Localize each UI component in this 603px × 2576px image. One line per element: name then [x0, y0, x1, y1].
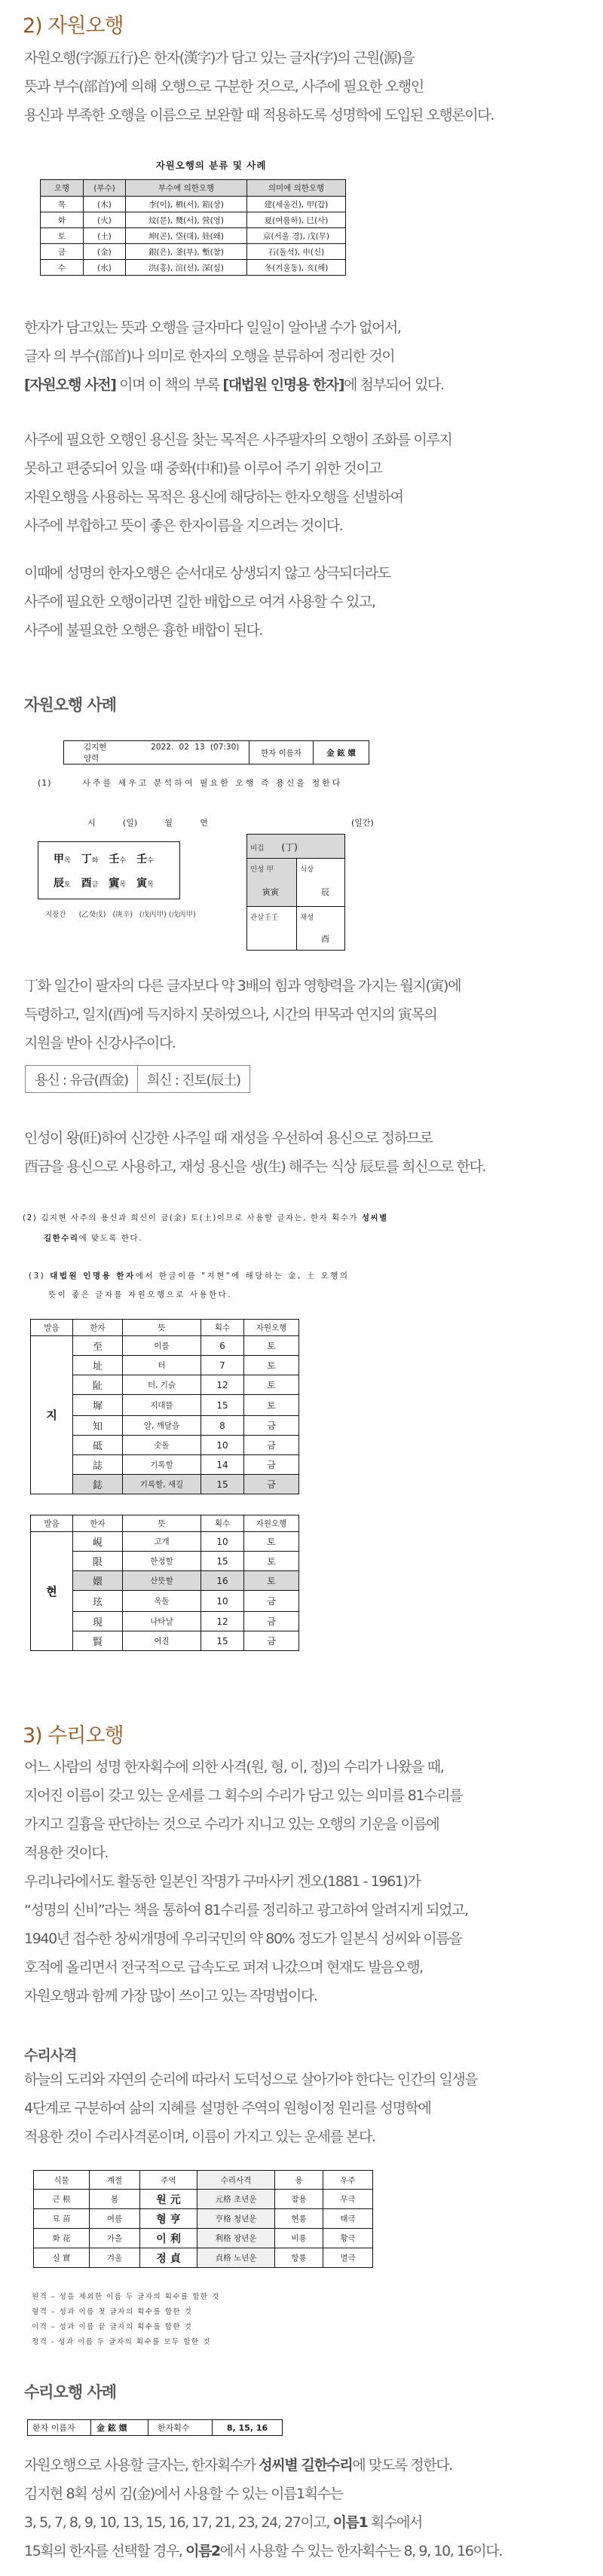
intro-paragraph: [24, 44, 494, 130]
saju-pillar-box: [38, 841, 180, 899]
bold-term: [자원오행 사전]: [24, 377, 116, 393]
huisin-cell: 희신 : 진토(辰土): [137, 1066, 249, 1093]
bold-term: [대법원 인명용 한자]: [222, 377, 344, 393]
classification-table: [40, 179, 346, 276]
suri-example-table: 한자 이름자 金 鉉 嬛 한자획수 8, 15, 16: [27, 2419, 283, 2436]
table-row-highlighted: 嬛 산뜻할 16 토: [31, 1571, 299, 1591]
paragraph-4: [24, 559, 390, 645]
text-line: “성명의 신비”라는 책을 통하여 81수리를 정리하고 광고하여 알려지게 되었고,: [24, 1902, 468, 1918]
text-line: 1940년 접수한 창씨개명에 우리국민의 약 80% 정도가 일본식 성씨와 이름을: [24, 1930, 462, 1947]
example-title-jawon: 자원오행 사례: [24, 696, 117, 714]
section-title-suri-ohaeng: 3) 수리오행: [23, 1724, 124, 1747]
step-2: (2) 김지현 사주의 용신과 희신이 금(金) 토(土)이므로 사용할 글자는, 한자 획수가 성씨별 길한수리에 맞도록 한다.: [23, 1213, 388, 1243]
text-line: 한자가 담고있는 뜻과 오행을 글자마다 일일이 알아낼 수가 없어서,: [24, 319, 401, 336]
text-line: 글자 의 부수(部首)나 의미로 한자의 오행을 분류하여 정리한 것이: [24, 348, 395, 365]
text-line: 호적에 올리면서 전국적으로 급속도로 퍼져 나갔으며 현재도 발음오행,: [24, 1959, 423, 1976]
pillar-headers: 시 (일) 월 연: [87, 818, 208, 828]
definition-item: 형격 – 성과 이름 첫 글자의 획수를 합한 것: [32, 2308, 193, 2316]
yongsin-huisin-box: [25, 1065, 250, 1093]
text-line: 인성이 왕(旺)하여 신강한 사주일 때 재성을 우선하여 용신으로 정하므로: [24, 1130, 433, 1146]
suri-intro-paragraph: [24, 1753, 468, 2010]
classification-caption: 자원오행의 분류 및 사례: [155, 160, 267, 171]
section-title-jawon-ohaeng: 2) 자원오행: [23, 14, 124, 38]
table-row: 玹 옥돌 10 금: [31, 1591, 299, 1612]
yongsin-cell: 용신 : 유금(酉金): [26, 1066, 138, 1093]
table-row: 목 (木) 李(이), 栖(서), 箱(상) 建(세울건), 甲(갑): [41, 197, 346, 212]
text-line: 지어진 이름이 갖고 있는 운세를 그 획수의 수리가 담고 있는 의미를 81수리를: [24, 1787, 463, 1804]
table-row: 址 터 7 토: [31, 1356, 299, 1375]
inseong-cell: 인성 甲 寅寅: [247, 859, 297, 907]
text-line: 사주에 부합하고 뜻이 좋은 한자이름을 지으려는 것이다.: [24, 517, 343, 534]
text-line: 적용한 것이 수리사격론이며, 이름이 가지고 있는 운세를 본다.: [24, 2129, 375, 2145]
paragraph-3: [24, 426, 451, 540]
table-row-highlighted: 鋕 기록할, 새길 15 금: [31, 1475, 299, 1494]
text-line: [자원오행 사전] 이며 이 책의 부록 [대법원 인명용 한자]에 첨부되어 있다.: [24, 377, 444, 393]
text-line: 용신과 부족한 오행을 이름으로 보완할 때 적용하도록 성명학에 도입된 오행론이다.: [24, 107, 494, 124]
gwansal-cell: 관살壬壬: [247, 907, 297, 950]
step-1: (1) 사주를 세우고 분석하여 필요한 오행 즉 용신을 정한다: [38, 778, 343, 788]
jaeseong-cell: 재성 酉: [300, 914, 329, 944]
table-row: 지 至 이를 6 토: [31, 1336, 299, 1356]
text-line: 자원오행(字源五行)은 한자(漢字)가 담고 있는 글자(字)의 근원(源)을: [24, 50, 415, 66]
table-row: 근 根 봄 원 元 元格 초년운 잠용 무극: [34, 2190, 373, 2209]
text-line: 김지현 8획 성씨 김(金)에서 사용할 수 있는 이름1획수는: [24, 2486, 343, 2502]
ji-hanja-table: 발음 한자 뜻 획수 자원오행 지 至 이를 6 토 址 터 7 토 阯 터, 기슭 12 토 墀 지대뜰 15 토 知 알, 깨달을 8 금 砥 숫돌 10 금 誌 기록할 14 금 鋕 기록할, 새길 15 금: [30, 1319, 299, 1494]
analysis-paragraph: [24, 972, 461, 1058]
jijanggan-row: 지장간 (乙癸戊) (庚辛) (戊丙甲) (戊丙甲): [45, 911, 196, 919]
table-row: 수 (水) 洪(홍), 渲(선), 深(심) 冬(겨울동), 亥(해): [41, 260, 346, 276]
bigeop-cell: 비겁 (丁): [247, 835, 344, 859]
person-info-cell: 김지현 2022. 02 13 (07:30) 양력: [64, 741, 249, 765]
text-line: 어느 사람의 성명 한자획수에 의한 사격(원, 형, 이, 정)의 수리가 나왔을 때,: [24, 1759, 444, 1775]
table-row: 知 알, 깨달을 8 금: [31, 1416, 299, 1436]
col-header: 오행: [41, 180, 84, 197]
text-line: 4단계로 구분하여 삶의 지혜를 설명한 주역의 원형이정 원리를 성명학에: [24, 2100, 431, 2117]
text-line: 지원을 받아 신강사주이다.: [24, 1035, 176, 1051]
table-row: 誌 기록할 14 금: [31, 1455, 299, 1475]
earthly-branches: 辰토 酉금 寅목 寅목: [54, 877, 154, 890]
table-row: 화 (火) 炆(문), 燹(서), 營(영) 夏(여름하), 巳(사): [41, 212, 346, 228]
paragraph-2: [24, 313, 444, 399]
text-line: 가지고 길흉을 판단하는 것으로 수리가 지니고 있는 오행의 기운을 이름에: [24, 1816, 439, 1833]
table-row: 現 나타날 12 금: [31, 1612, 299, 1631]
person-info-table: 김지현 2022. 02 13 (07:30) 양력 한자 이름자 金 鉉 嬛: [63, 740, 369, 765]
table-row: 墀 지대뜰 15 토: [31, 1395, 299, 1416]
text-line: 사주에 필요한 오행이라면 길한 배합으로 여겨 사용할 수 있고,: [24, 594, 375, 610]
conclusion-paragraph: [24, 1124, 485, 1181]
sagyeok-table: 식물 계절 주역 수리사격 용 우주 근 根 봄 원 元 元格 초년운 잠용 무극 묘 苗 여름 형 亨 亨格 청년운 현룡 태극 화 花 가을 이 利 利格 장년운 비룡 황극 실 實 겨울 정 貞 貞格 노년운 항룡 멸극: [33, 2170, 373, 2268]
sagyeok-paragraph: [24, 2065, 477, 2151]
heavenly-stems: 甲목 丁화 壬수 壬수: [54, 853, 154, 865]
text-line: 사주에 필요한 오행인 용신을 찾는 목적은 사주팔자의 오행이 조화를 이루지: [24, 432, 452, 448]
text-line: 자원오행으로 사용할 글자는, 한자획수가 성씨별 길한수리에 맞도록 정한다.: [24, 2457, 452, 2474]
text-line: 못하고 편중되어 있을 때 중화(中和)를 이루어 주기 위한 것이고: [24, 460, 382, 477]
day-master-label: (일간): [351, 818, 374, 828]
definition-item: 이격 – 성과 이름 끝 글자의 획수를 합한 것: [32, 2323, 193, 2331]
col-header: (부수): [84, 180, 126, 197]
ten-gods-chart: [246, 834, 345, 951]
table-row: 賢 어질 15 금: [31, 1631, 299, 1651]
table-row: 阯 터, 기슭 12 토: [31, 1375, 299, 1395]
text-line: 사주에 불필요한 오행은 흉한 배합이 된다.: [24, 622, 263, 639]
step-3: (3) 대법원 인명용 한자에서 한글이름 "지현"에 해당하는 金, 土 오행의 뜻이 좋은 글자를 자원오행으로 사용한다.: [29, 1271, 350, 1299]
text-line: 이때에 성명의 한자오행은 순서대로 상생되지 않고 상극되더라도: [24, 565, 390, 581]
sagyeok-title: 수리사격: [24, 2047, 77, 2064]
example-title-suri: 수리오행 사례: [24, 2383, 117, 2401]
sagyeok-definitions: [32, 2290, 220, 2350]
text-line: 酉금을 용신으로 사용하고, 재성 용신을 생(生) 해주는 식상 辰토를 희신으로 한다.: [24, 1158, 486, 1175]
text-line: 뜻과 부수(部首)에 의해 오행으로 구분한 것으로, 사주에 필요한 오행인: [24, 78, 424, 95]
siksang-cell: 식상 辰: [297, 859, 344, 907]
col-header: 부수에 의한오행: [126, 180, 247, 197]
text-line: 자원오행과 함께 가장 많이 쓰이고 있는 작명법이다.: [24, 1988, 317, 2004]
text-line: 하늘의 도리와 자연의 순리에 따라서 도덕성으로 살아가야 한다는 인간의 일생을: [24, 2071, 478, 2088]
text-line: 3, 5, 7, 8, 9, 10, 13, 15, 16, 17, 21, 23, 24, 27이고, 이름1 획수에서: [24, 2514, 422, 2531]
table-row: 묘 苗 여름 형 亨 亨格 청년운 현룡 태극: [34, 2209, 373, 2229]
table-row: 실 實 겨울 정 貞 貞格 노년운 항룡 멸극: [34, 2248, 373, 2268]
table-row: 현 峴 고개 10 토: [31, 1532, 299, 1552]
table-row: 금 (金) 銀(은), 釜(부), 塹(참) 石(돌석), 申(신): [41, 244, 346, 260]
text-line: 득령하고, 일지(酉)에 득지하지 못하였으나, 시간의 甲목과 연지의 寅목의: [24, 1006, 437, 1023]
table-row: 화 花 가을 이 利 利格 장년운 비룡 황극: [34, 2229, 373, 2248]
text-line: 丁화 일간이 팔자의 다른 글자보다 약 3배의 힘과 영향력을 가지는 월지(寅)에: [24, 978, 461, 994]
col-header: 의미에 의한오행: [247, 180, 346, 197]
definition-item: 정격 - 성과 이름 두 글자의 획수를 모두 합한 것: [32, 2338, 211, 2346]
definition-item: 원격 – 성을 제외한 이름 두 글자의 획수를 합한 것: [32, 2293, 220, 2301]
text-line: 적용한 것이다.: [24, 1845, 109, 1861]
table-row: 砥 숫돌 10 금: [31, 1436, 299, 1455]
text-line: 15획의 한자를 선택할 경우, 이름2에서 사용할 수 있는 한자획수는 8, 9, 10, 16이다.: [24, 2543, 502, 2559]
suri-final-paragraph: [24, 2451, 502, 2565]
text-line: 자원오행을 사용하는 목적은 용신에 해당하는 한자오행을 선별하여: [24, 489, 403, 505]
table-row: 限 한정할 15 토: [31, 1552, 299, 1571]
hyeon-hanja-table: 발음 한자 뜻 획수 자원오행 현 峴 고개 10 토 限 한정할 15 토 嬛 산뜻할 16 토 玹 옥돌 10 금 現 나타날 12 금 賢 어질 15 금: [30, 1515, 299, 1651]
table-row: 토 (土) 坤(곤), 垈(대), 娃(왜) 京(서울 경), 戊(무): [41, 228, 346, 244]
text-line: 우리나라에서도 활동한 일본인 작명가 구마사키 겐오(1881 - 1961)가: [24, 1873, 421, 1890]
